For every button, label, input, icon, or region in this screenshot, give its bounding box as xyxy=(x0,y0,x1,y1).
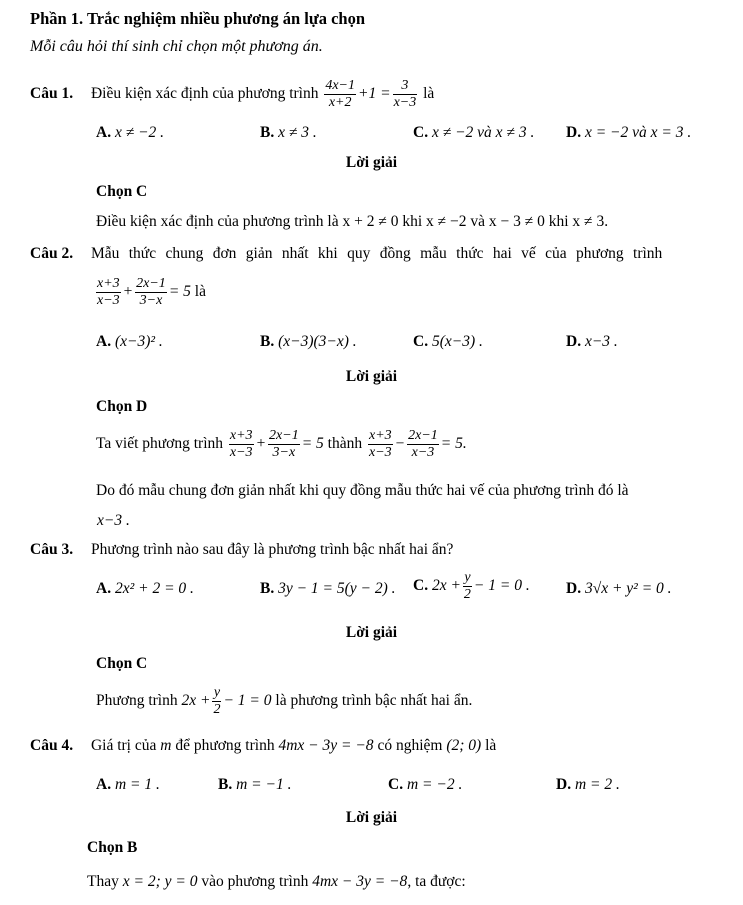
option-text: x ≠ −2 và x ≠ 3 . xyxy=(431,124,535,141)
instruction: Mỗi câu hỏi thí sinh chỉ chọn một phương án. xyxy=(30,38,323,55)
explanation-text: Phương trình xyxy=(96,692,178,710)
option-letter: C. xyxy=(413,124,429,141)
option-c[interactable] xyxy=(413,570,530,603)
question-label: Câu 1. xyxy=(30,85,74,103)
explanation xyxy=(96,428,467,461)
equation-rhs: = 5. xyxy=(440,435,467,453)
denominator: x−3 xyxy=(411,445,435,461)
option-letter: D. xyxy=(566,333,582,350)
question-text: Phương trình nào sau đây là phương trình bậc nhất hai ẩn? xyxy=(90,541,454,558)
option-c[interactable] xyxy=(413,124,534,142)
equation: 4mx − 3y = −8 xyxy=(278,737,374,754)
numerator: x+3 xyxy=(368,428,393,445)
question-suffix: là xyxy=(485,737,497,754)
option-letter: D. xyxy=(556,776,572,793)
equation-part: 2x + xyxy=(181,692,211,710)
option-text: 3y − 1 = 5(y − 2) . xyxy=(278,580,396,597)
denominator: 2 xyxy=(213,702,221,718)
explanation-text: Ta viết phương trình xyxy=(96,435,224,453)
numerator: 2x−1 xyxy=(268,428,300,445)
question-text: Mẫu thức chung đơn giản nhất khi quy đồng mẫu thức hai vế của phương trình xyxy=(90,245,663,262)
option-letter: B. xyxy=(260,333,275,350)
explanation-text: vào phương trình xyxy=(201,873,309,890)
option-b[interactable] xyxy=(260,124,317,142)
option-letter: D. xyxy=(566,124,582,141)
option-c[interactable] xyxy=(413,333,483,351)
equation-rhs: = 5 xyxy=(301,435,324,453)
fraction xyxy=(368,428,393,461)
question-text: Điều kiện xác định của phương trình xyxy=(90,85,319,103)
option-letter: B. xyxy=(260,124,275,141)
numerator: 3 xyxy=(393,78,418,95)
option-text: 2x + xyxy=(431,577,461,595)
explanation-2: Do đó mẫu chung đơn giản nhất khi quy đồng mẫu thức hai vế của phương trình đó là xyxy=(96,482,629,499)
denominator: x−3 xyxy=(393,95,417,111)
option-text: 3√x + y² = 0 . xyxy=(584,580,672,597)
denominator: x+2 xyxy=(328,95,352,111)
operator: + xyxy=(255,435,267,453)
question-1 xyxy=(30,78,434,111)
option-letter: B. xyxy=(218,776,233,793)
option-text: x ≠ 3 . xyxy=(278,124,317,141)
option-a[interactable] xyxy=(96,580,194,598)
question-text: để phương trình xyxy=(175,737,275,754)
option-text: x−3 . xyxy=(584,333,618,350)
option-a[interactable] xyxy=(96,776,160,794)
variable: m xyxy=(160,737,172,754)
equation-rhs: = 5 xyxy=(168,283,191,301)
question-label: Câu 4. xyxy=(30,737,74,754)
question-text: có nghiệm xyxy=(377,737,443,754)
option-text: − 1 = 0 . xyxy=(473,577,530,595)
fraction xyxy=(96,276,121,309)
answer-choice: Chọn C xyxy=(96,183,148,200)
option-letter: C. xyxy=(413,577,429,595)
option-c[interactable] xyxy=(388,776,462,794)
solution-heading: Lời giải xyxy=(345,368,398,385)
explanation xyxy=(96,685,472,718)
denominator: x−3 xyxy=(97,293,120,309)
numerator: 2x−1 xyxy=(135,276,167,293)
option-text: x ≠ −2 . xyxy=(114,124,165,141)
explanation xyxy=(87,873,466,891)
explanation-text: là phương trình bậc nhất hai ẩn. xyxy=(275,692,473,710)
option-a[interactable] xyxy=(96,333,163,351)
option-text: m = −2 . xyxy=(406,776,463,793)
option-text: m = −1 . xyxy=(236,776,292,793)
numerator: 4x−1 xyxy=(324,78,356,95)
equation-part: − 1 = 0 xyxy=(223,692,272,710)
solution-heading: Lời giải xyxy=(345,809,398,826)
equation-part: +1 = xyxy=(358,85,391,103)
option-text: 2x² + 2 = 0 . xyxy=(114,580,194,597)
option-letter: B. xyxy=(260,580,275,597)
solution-heading: Lời giải xyxy=(345,154,398,171)
question-4 xyxy=(30,737,496,755)
numerator: 2x−1 xyxy=(407,428,439,445)
point: (2; 0) xyxy=(446,737,482,754)
fraction xyxy=(229,428,254,461)
explanation-text: , ta được: xyxy=(407,873,466,890)
question-label: Câu 3. xyxy=(30,541,74,558)
option-letter: A. xyxy=(96,776,112,793)
explanation-3: x−3 . xyxy=(97,512,130,529)
option-letter: C. xyxy=(388,776,404,793)
explanation: Điều kiện xác định của phương trình là x + 2 ≠ 0 khi x ≠ −2 và x − 3 ≠ 0 khi x ≠ 3. xyxy=(96,213,609,230)
denominator: x−3 xyxy=(368,445,392,461)
fraction xyxy=(463,570,472,603)
option-letter: C. xyxy=(413,333,429,350)
option-letter: D. xyxy=(566,580,582,597)
equation-part: x = 2; y = 0 xyxy=(122,873,198,890)
option-text: (x−3)² . xyxy=(114,333,163,350)
question-suffix: là xyxy=(423,85,435,103)
operator: + xyxy=(122,283,134,301)
denominator: x−3 xyxy=(229,445,253,461)
fraction xyxy=(212,685,221,718)
option-d[interactable] xyxy=(566,333,618,351)
option-text: (x−3)(3−x) . xyxy=(278,333,357,350)
option-text: m = 2 . xyxy=(574,776,620,793)
option-text: m = 1 . xyxy=(114,776,160,793)
explanation-text: thành xyxy=(327,435,363,453)
fraction xyxy=(135,276,167,309)
solution-heading: Lời giải xyxy=(345,624,398,641)
answer-choice: Chọn B xyxy=(87,839,138,856)
question-label: Câu 2. xyxy=(30,245,74,262)
numerator: y xyxy=(463,570,472,587)
question-2 xyxy=(30,245,720,263)
numerator: y xyxy=(212,685,221,702)
numerator: x+3 xyxy=(96,276,121,293)
option-d[interactable] xyxy=(566,580,672,598)
operator: − xyxy=(394,435,406,453)
option-text: x = −2 và x = 3 . xyxy=(584,124,692,141)
denominator: 3−x xyxy=(139,293,163,309)
question-suffix: là xyxy=(194,283,206,301)
denominator: 2 xyxy=(463,587,471,603)
option-b[interactable] xyxy=(260,580,396,598)
numerator: x+3 xyxy=(229,428,254,445)
option-b[interactable] xyxy=(260,333,357,351)
option-d[interactable] xyxy=(556,776,620,794)
question-2-equation xyxy=(94,276,206,309)
option-letter: A. xyxy=(96,580,112,597)
fraction xyxy=(407,428,439,461)
option-text: 5(x−3) . xyxy=(431,333,483,350)
answer-choice: Chọn C xyxy=(96,655,148,672)
explanation-text: Thay xyxy=(87,873,119,890)
denominator: 3−x xyxy=(272,445,296,461)
fraction xyxy=(268,428,300,461)
option-a[interactable] xyxy=(96,124,164,142)
fraction xyxy=(324,78,356,111)
option-letter: A. xyxy=(96,124,112,141)
section-title: Phần 1. Trắc nghiệm nhiều phương án lựa chọn xyxy=(30,9,366,28)
option-d[interactable] xyxy=(566,124,691,142)
answer-choice: Chọn D xyxy=(96,398,148,415)
option-b[interactable] xyxy=(218,776,291,794)
question-text: Giá trị của xyxy=(90,737,157,754)
equation: 4mx − 3y = −8 xyxy=(312,873,408,890)
question-3 xyxy=(30,541,453,559)
option-letter: A. xyxy=(96,333,112,350)
fraction xyxy=(393,78,418,111)
